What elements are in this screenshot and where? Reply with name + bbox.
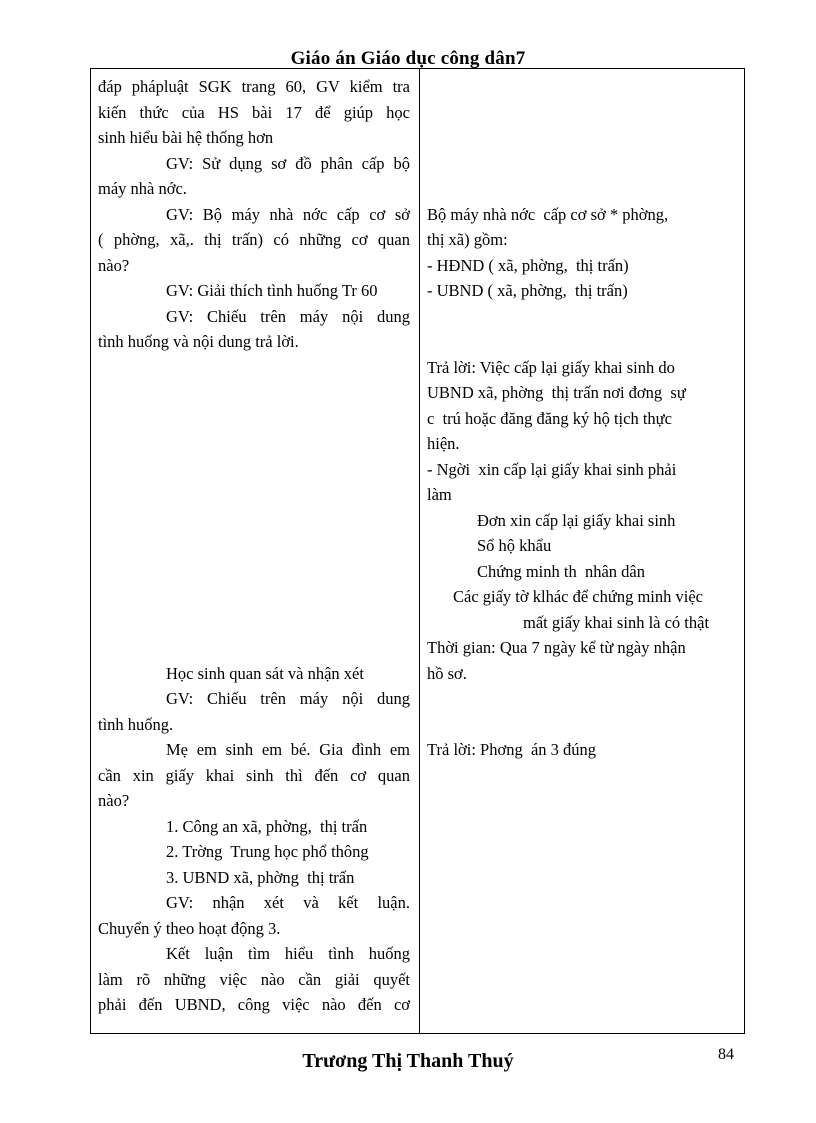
column-divider: [419, 69, 420, 1033]
left-text-line: nào?: [98, 255, 130, 275]
left-text-line: 2. Trờng Trung học phổ thông: [166, 842, 369, 861]
left-text-line: kiến thức của HS bài 17 để giúp học: [98, 102, 410, 122]
left-text-line: làm rõ những việc nào cần giải quyết: [98, 969, 410, 989]
left-text-line: GV: Bộ máy nhà nớc cấp cơ sở: [166, 204, 410, 224]
left-text-line: GV: nhận xét và kết luận.: [166, 893, 410, 912]
right-text-line: làm: [427, 485, 452, 504]
left-text-line: Chuyển ý theo hoạt động 3.: [98, 918, 281, 938]
right-text-line: mất giấy khai sinh là có thật: [523, 612, 710, 632]
left-text-line: phải đến UBND, công việc nào đến cơ: [98, 995, 410, 1014]
right-text-line: c trú hoặc đăng đăng ký hộ tịch thực: [427, 408, 672, 428]
right-text-line: Trả lời: Việc cấp lại giấy khai sinh do: [427, 357, 675, 377]
lesson-table: [90, 68, 745, 1034]
left-text-line: GV: Giải thích tình huống Tr 60: [166, 281, 378, 300]
right-text-line: - HĐND ( xã, phờng, thị trấn): [427, 255, 629, 275]
right-text-line: - Ngời xin cấp lại giấy khai sinh phải: [427, 459, 677, 479]
left-text-line: đáp phápluật SGK trang 60, GV kiểm tra: [98, 77, 410, 96]
left-text-line: Học sinh quan sát và nhận xét: [166, 663, 364, 683]
left-text-line: GV: Chiếu trên máy nội dung: [166, 306, 410, 326]
left-text-line: tình huống và nội dung trả lời.: [98, 332, 299, 351]
right-text-line: Đơn xin cấp lại giấy khai sinh: [477, 510, 676, 530]
left-text-line: ( phờng, xã,. thị trấn) có những cơ quan: [98, 230, 410, 249]
left-text-line: 3. UBND xã, phờng thị trấn: [166, 867, 355, 887]
right-text-line: Bộ máy nhà nớc cấp cơ sở * phờng,: [427, 204, 669, 224]
right-text-line: Chứng minh th nhân dân: [477, 561, 645, 581]
right-text-line: - UBND ( xã, phờng, thị trấn): [427, 281, 628, 300]
right-text-line: Thời gian: Qua 7 ngày kể từ ngày nhận: [427, 638, 686, 657]
right-text-line: hiện.: [427, 434, 460, 453]
left-text-line: 1. Công an xã, phờng, thị trấn: [166, 816, 368, 836]
document-header-title: Giáo án Giáo dục công dân7: [290, 48, 526, 69]
left-text-line: nào?: [98, 791, 130, 810]
right-text-line: Sổ hộ khẩu: [477, 536, 552, 555]
left-text-line: Kết luận tìm hiểu tình huống: [166, 944, 410, 963]
right-text-line: Các giấy tờ klhác để chứng minh việc: [453, 587, 703, 606]
page-number: 84: [718, 1046, 734, 1063]
right-text-line: thị xã) gồm:: [427, 230, 508, 249]
right-text-line: UBND xã, phờng thị trấn nơi đơng sự: [427, 383, 686, 402]
right-text-line: Trả lời: Phơng án 3 đúng: [427, 740, 597, 759]
left-text-line: tình huống.: [98, 714, 174, 734]
author-name: Trương Thị Thanh Thuý: [302, 1050, 514, 1072]
left-text-line: máy nhà nớc.: [98, 179, 187, 198]
left-text-line: cần xin giấy khai sinh thì đến cơ quan: [98, 765, 410, 785]
left-text-line: Mẹ em sinh em bé. Gia đình em: [166, 740, 410, 759]
left-text-line: GV: Sử dụng sơ đồ phân cấp bộ: [166, 153, 410, 173]
right-text-line: hồ sơ.: [427, 663, 467, 683]
left-text-line: sinh hiểu bài hệ thống hơn: [98, 128, 274, 147]
left-text-line: GV: Chiếu trên máy nội dung: [166, 689, 410, 708]
